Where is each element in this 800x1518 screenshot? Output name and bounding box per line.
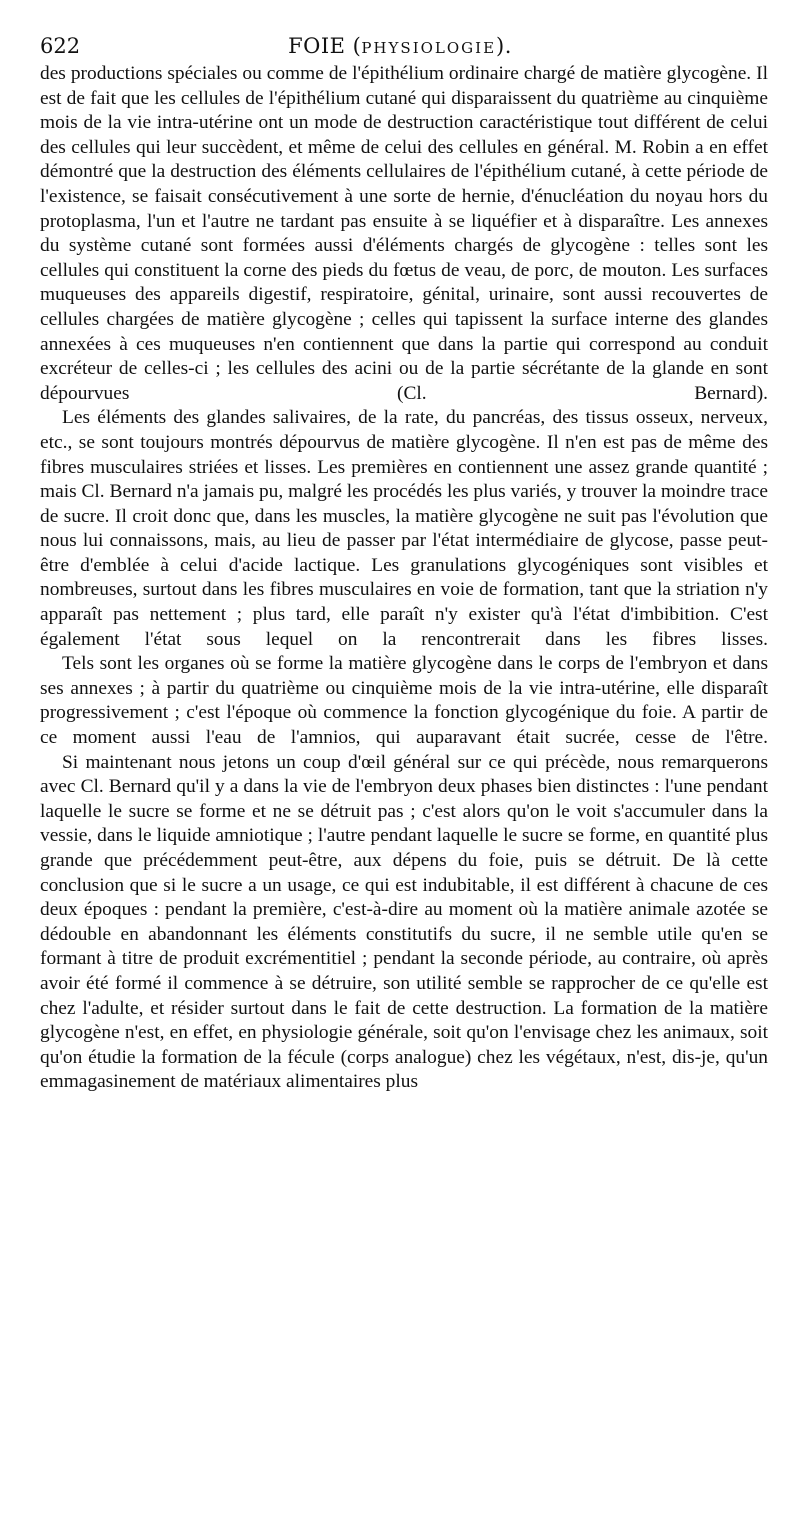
- paragraph-2: Les éléments des glandes salivaires, de la rate, du pancréas, des tissus osseux, nerveux, etc., se sont toujours montrés dépourvus de matière glycogène. Il n'en est pas de même des fibres musculaires striées et lisses. Les premières en contiennent une assez grande quantité ; mais Cl. Bernard n'a jamais pu, malgré les procédés les plus variés, y trouver la moindre trace de sucre. Il croit donc que, dans les muscles, la matière glycogène ne suit pas l'évolution que nous lui connaissons, mais, au lieu de passer par l'état intermédiaire de glycose, passe peut-être d'emblée à celui d'acide lactique. Les granulations glycogéniques sont visibles et nombreuses, surtout dans les fibres musculaires en voie de formation, tant que la striation n'y apparaît pas nettement ; plus tard, elle paraît n'y exister qu'à l'état d'imbibition. C'est également l'état sous lequel on la rencontrerait dans les fibres lisses.: [40, 407, 768, 650]
- paragraph-3: Tels sont les organes où se forme la matière glycogène dans le corps de l'embryon et dans ses annexes ; à partir du quatrième ou cinquième mois de la vie intra-utérine, elle disparaît progressivement ; c'est l'époque où commence la fonction glycogénique du foie. A partir de ce moment aussi l'eau de l'amnios, qui auparavant était sucrée, cesse de l'être.: [40, 653, 768, 749]
- running-title-subject: PHYSIOLOGIE: [361, 39, 497, 57]
- paragraph-1: des productions spéciales ou comme de l'épithélium ordinaire chargé de matière glycogène. Il est de fait que les cellules de l'épithélium cutané qui disparaissent du quatrième au cinquième mois de la vie intra-utérine ont un mode de destruction caractéristique tout différent de celui des cellules qui leur succèdent, et même de celui des cellules en général. M. Robin a en effet démontré que la destruction des éléments cellulaires de l'épithélium cutané, à cette période de l'existence, se faisait consécutivement à une sorte de hernie, d'énucléation du noyau hors du protoplasma, l'un et l'autre ne tardant pas ensuite à se liquéfier et à disparaître. Les annexes du système cutané sont formées aussi d'éléments chargés de glycogène : telles sont les cellules qui constituent la corne des pieds du fœtus de veau, de porc, de mouton. Les surfaces muqueuses des appareils digestif, respiratoire, génital, urinaire, sont aussi recouvertes de cellules chargées de matière glycogène ; celles qui tapissent la surface interne des glandes annexées à ces muqueuses n'en contiennent que dans la partie qui correspond au conduit excréteur de celles-ci ; les cellules des acini ou de la partie sécrétante de la glande en sont dépourvues (Cl. Bernard).: [40, 63, 768, 404]
- paragraph-4: Si maintenant nous jetons un coup d'œil général sur ce qui précède, nous remarquerons avec Cl. Bernard qu'il y a dans la vie de l'embryon deux phases bien distinctes : l'une pendant laquelle le sucre se forme et ne se détruit pas ; c'est alors qu'on le voit s'accumuler dans la vessie, dans le liquide amniotique ; l'autre pendant laquelle le sucre se forme, en quantité plus grande que précédemment peut-être, aux dépens du foie, puis se détruit. De là cette conclusion que si le sucre a un usage, ce qui est indubitable, il est différent à chacune de ces deux époques : pendant la première, c'est-à-dire au moment où la matière animale azotée se dédouble en abandonnant les éléments constitutifs du sucre, il ne semble utile qu'en se formant à titre de produit excrémentitiel ; pendant la seconde période, au contraire, où après avoir été formé il commence à se détruire, son utilité semble se rapprocher de ce qu'elle est chez l'adulte, et résider surtout dans le fait de cette destruction. La formation de la matière glycogène n'est, en effet, en physiologie générale, soit qu'on l'envisage chez les animaux, soit qu'on étudie la formation de la fécule (corps analogue) chez les végétaux, n'est, dis-je, qu'un emmagasinement de matériaux alimentaires plus: [40, 751, 768, 1093]
- page-number: 622: [40, 34, 81, 58]
- running-title-end: ).: [496, 34, 512, 58]
- page-header: [40, 34, 760, 58]
- body-text: [40, 62, 768, 1095]
- running-title: [40, 34, 760, 60]
- running-title-main: FOIE (: [288, 34, 362, 58]
